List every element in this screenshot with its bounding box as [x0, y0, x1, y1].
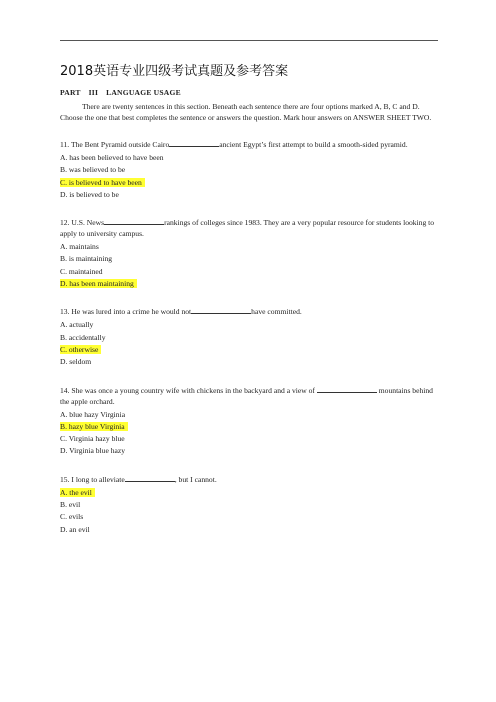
part-number: III [88, 88, 99, 97]
question-12 [60, 216, 438, 290]
document-title: 2018英语专业四级考试真题及参考答案 [60, 64, 289, 79]
answer-blank [125, 473, 175, 482]
document-body [60, 87, 438, 536]
option-c [60, 177, 438, 189]
option-a: A. maintains [60, 242, 99, 252]
option-d: D. is believed to be [60, 189, 119, 199]
question-stem: 12. U.S. News rankings of colleges since 1983. They are a very popular resource for students looking to apply to university campus. [60, 218, 435, 239]
option-a: A. blue hazy Virginia [60, 409, 126, 419]
option-a: A. has been believed to have been [60, 153, 164, 162]
answer-highlight: C. is believed to have been [60, 178, 145, 187]
option-b: B. is maintaining [60, 254, 113, 264]
option-b: B. was believed to be [60, 165, 126, 175]
instructions: There are twenty sentences in this section. Beneath each sentence there are four options marked A, B, C and D. Choose the one that best completes the sentence or answers the question. Mark hour answers on ANSWER SHEET TWO. [60, 102, 432, 122]
question-15 [60, 473, 438, 536]
answer-blank [191, 305, 251, 314]
option-a: A. actually [60, 320, 94, 330]
part-label: PART [60, 88, 81, 97]
question-13 [60, 305, 438, 368]
question-11 [60, 138, 438, 201]
option-c: C. Virginia hazy blue [60, 434, 125, 444]
answer-highlight: B. hazy blue Virginia [60, 422, 128, 431]
question-stem: 11. The Bent Pyramid outside Cairo ancient Egypt’s first attempt to build a smooth-sided pyramid. [60, 140, 408, 149]
question-stem: 14. She was once a young country wife with chickens in the backyard and a view of mountains behind the apple orchard. [60, 385, 433, 406]
option-d [60, 278, 438, 290]
answer-highlight: D. has been maintaining [60, 279, 137, 288]
question-14 [60, 384, 438, 458]
answer-highlight: A. the evil [60, 488, 95, 497]
option-c [60, 344, 438, 356]
question-stem: 15. I long to alleviate , but I cannot. [60, 474, 217, 484]
option-d: D. an evil [60, 524, 90, 534]
option-d: D. seldom [60, 357, 92, 367]
option-a [60, 487, 438, 499]
option-c: C. evils [60, 512, 84, 522]
question-stem: 13. He was lured into a crime he would not have committed. [60, 307, 302, 317]
answer-highlight: C. otherwise [60, 345, 101, 354]
answer-blank [169, 138, 219, 147]
part-heading [60, 87, 438, 98]
answer-blank [317, 384, 377, 393]
header-rule [60, 40, 438, 41]
option-b: B. accidentally [60, 332, 106, 342]
option-b: B. evil [60, 500, 81, 510]
option-c: C. maintained [60, 266, 103, 276]
option-b [60, 421, 438, 433]
part-name: LANGUAGE USAGE [106, 88, 181, 97]
answer-blank [104, 216, 164, 225]
option-d: D. Virginia blue hazy [60, 446, 126, 456]
